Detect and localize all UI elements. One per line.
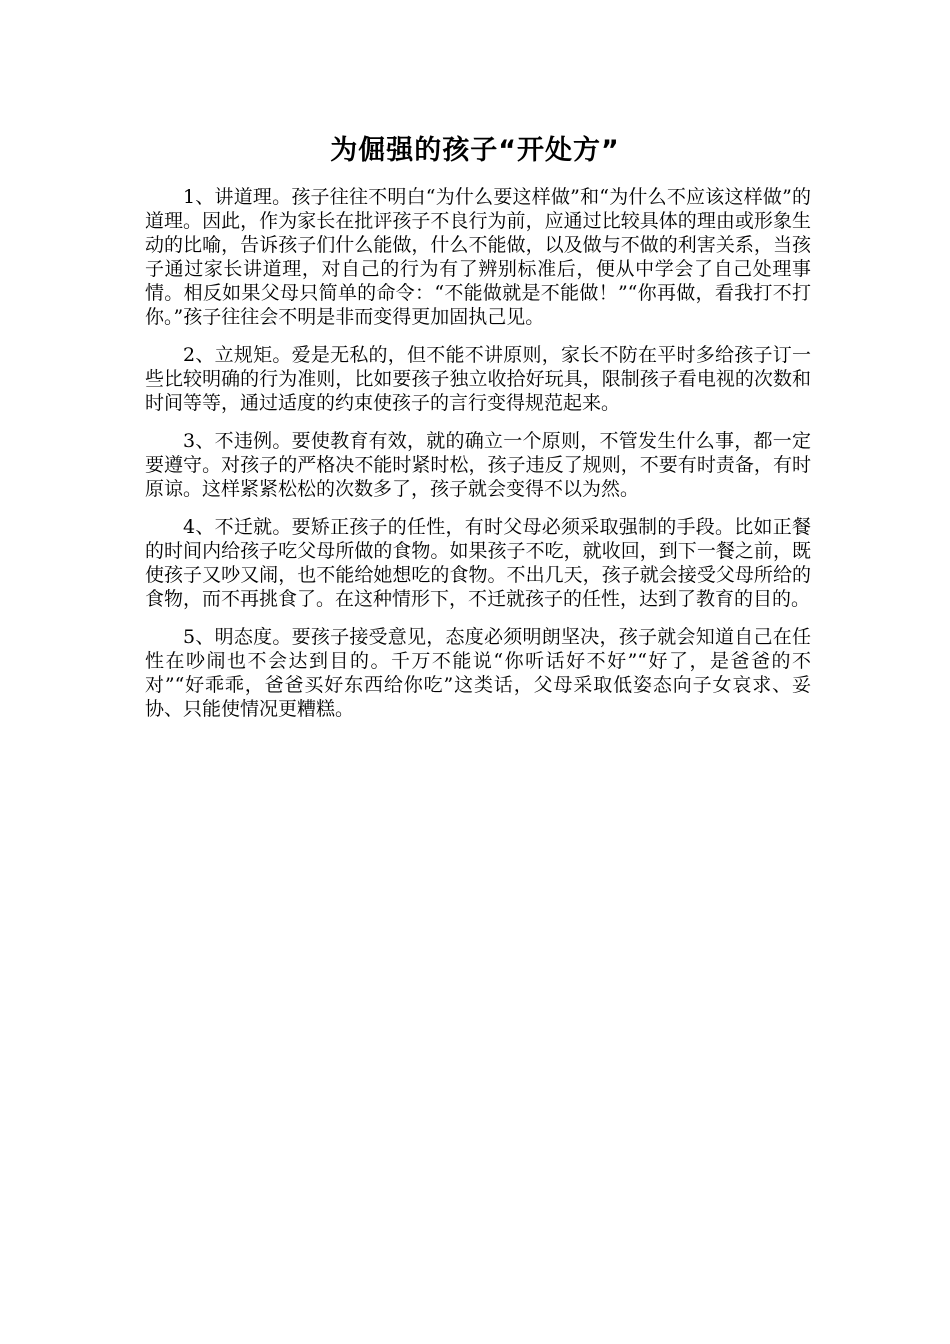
- document-title: 为倔强的孩子“开处方”: [330, 135, 620, 166]
- paragraph-firm-attitude: 5、明态度。要孩子接受意见，态度必须明朗坚决，孩子就会知道自己在任性在吵闹也不会达到目的。千万不能说“你听话好不好”“好了，是爸爸的不对”“好乖乖，爸爸买好东西给你吃”这类话，父母采取低姿态向子女哀求、妥协、只能使情况更糟糕。: [145, 626, 811, 720]
- paragraph-rules: 2、立规矩。爱是无私的，但不能不讲原则，家长不防在平时多给孩子订一些比较明确的行为准则，比如要孩子独立收拾好玩具，限制孩子看电视的次数和时间等等，通过适度的约束使孩子的言行变得规范起来。: [145, 344, 811, 414]
- paragraph-no-indulgence: 4、不迁就。要矫正孩子的任性，有时父母必须采取强制的手段。比如正餐的时间内给孩子吃父母所做的食物。如果孩子不吃，就收回，到下一餐之前，既使孩子又吵又闹，也不能给她想吃的食物。不出几天，孩子就会接受父母所给的食物，而不再挑食了。在这种情形下，不迁就孩子的任性，达到了教育的目的。: [145, 516, 811, 610]
- paragraph-reasoning: 1、讲道理。孩子往往不明白“为什么要这样做”和“为什么不应该这样做”的道理。因此，作为家长在批评孩子不良行为前，应通过比较具体的理由或形象生动的比喻，告诉孩子们什么能做，什么不能做，以及做与不做的利害关系，当孩子通过家长讲道理，对自己的行为有了辨别标准后，便从中学会了自己处理事情。相反如果父母只简单的命令：“不能做就是不能做！”“你再做，看我打不打你。”孩子往往会不明是非而变得更加固执己见。: [145, 186, 811, 328]
- paragraph-consistency: 3、不违例。要使教育有效，就的确立一个原则，不管发生什么事，都一定要遵守。对孩子的严格决不能时紧时松，孩子违反了规则，不要有时责备，有时原谅。这样紧紧松松的次数多了，孩子就会变得不以为然。: [145, 430, 811, 500]
- document-body: [145, 185, 811, 735]
